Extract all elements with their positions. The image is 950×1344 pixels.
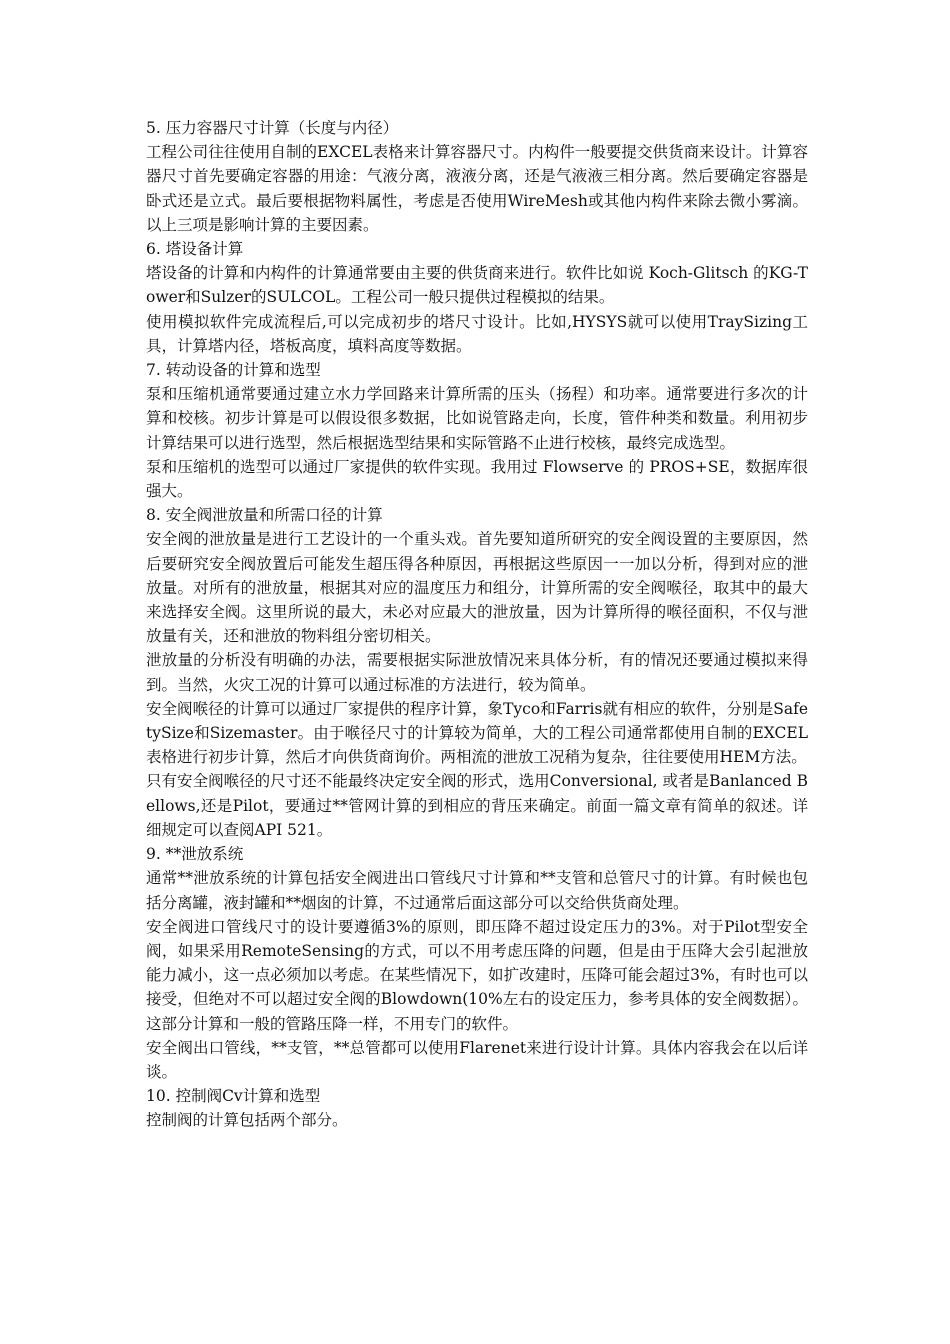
section-heading-8: 8. 安全阀泄放量和所需口径的计算 (146, 506, 383, 525)
paragraph: 安全阀的泄放量是进行工艺设计的一个重头戏。首先要知道所研究的安全阀设置的主要原因，然后要研究安全阀放置后可能发生超压得各种原因，再根据这些原因一一加以分析，得到对应的泄放量。对所有的泄放量，根据其对应的温度压力和组分，计算所需的安全阀喉径，取其中的最大来选择安全阀。这里所说的最大，未必对应最大的泄放量，因为计算所得的喉径面积，不仅与泄放量有关，还和泄放的物料组分密切相关。 (146, 530, 808, 646)
paragraph: 控制阀的计算包括两个部分。 (146, 1111, 348, 1130)
paragraph: 安全阀出口管线，**支管，**总管都可以使用Flarenet来进行设计计算。具体内容我会在以后详谈。 (146, 1038, 808, 1081)
paragraph: 泵和压缩机通常要通过建立水力学回路来计算所需的压头（扬程）和功率。通常要进行多次的计算和校核。初步计算是可以假设很多数据，比如说管路走向，长度，管件种类和数量。利用初步计算结果可以进行选型，然后根据选型结果和实际管路不止进行校核，最终完成选型。 (146, 385, 808, 452)
paragraph: 通常**泄放系统的计算包括安全阀进出口管线尺寸计算和**支管和总管尺寸的计算。有时候也包括分离罐，液封罐和**烟囱的计算，不过通常后面这部分可以交给供货商处理。 (146, 869, 808, 912)
paragraph: 只有安全阀喉径的尺寸还不能最终决定安全阀的形式，选用Conversional, 或者是Banlanced Bellows,还是Pilot，要通过**管网计算的到相应的背压来确定。前面一篇文章有简单的叙述。详细规定可以查阅API 521。 (146, 772, 808, 839)
section-heading-10: 10. 控制阀Cv计算和选型 (146, 1087, 321, 1106)
paragraph: 安全阀进口管线尺寸的设计要遵循3%的原则，即压降不超过设定压力的3%。对于Pilot型安全阀，如果采用RemoteSensing的方式，可以不用考虑压降的问题，但是由于压降大会引起泄放能力减小，这一点必须加以考虑。在某些情况下，如扩改建时，压降可能会超过3%，有时也可以接受，但绝对不可以超过安全阀的Blowdown(10%左右的设定压力，参考具体的安全阀数据）。这部分计算和一般的管路压降一样，不用专门的软件。 (146, 917, 808, 1033)
section-heading-6: 6. 塔设备计算 (146, 240, 244, 259)
paragraph: 使用模拟软件完成流程后,可以完成初步的塔尺寸设计。比如,HYSYS就可以使用TraySizing工具，计算塔内径，塔板高度，填料高度等数据。 (146, 312, 808, 355)
section-heading-5: 5. 压力容器尺寸计算（长度与内径） (146, 119, 399, 137)
paragraph: 泵和压缩机的选型可以通过厂家提供的软件实现。我用过 Flowserve 的 PROS+SE，数据库很强大。 (146, 457, 808, 501)
document-body (146, 116, 808, 1133)
paragraph: 塔设备的计算和内构件的计算通常要由主要的供货商来进行。软件比如说 Koch-Glitsch 的KG-Tower和Sulzer的SULCOL。工程公司一般只提供过程模拟的结果。 (146, 264, 808, 307)
paragraph: 安全阀喉径的计算可以通过厂家提供的程序计算，象Tyco和Farris就有相应的软件，分别是SafetySize和Sizemaster。由于喉径尺寸的计算较为简单，大的工程公司通常都使用自制的EXCEL表格进行初步计算，然后才向供货商询价。两相流的泄放工况稍为复杂，往往要使用HEM方法。 (146, 699, 808, 767)
section-heading-7: 7. 转动设备的计算和选型 (146, 361, 321, 380)
section-heading-9: 9. **泄放系统 (146, 845, 244, 864)
paragraph: 泄放量的分析没有明确的办法，需要根据实际泄放情况来具体分析，有的情况还要通过模拟来得到。当然，火灾工况的计算可以通过标准的方法进行，较为简单。 (146, 651, 808, 694)
paragraph: 工程公司往往使用自制的EXCEL表格来计算容器尺寸。内构件一般要提交供货商来设计。计算容器尺寸首先要确定容器的用途：气液分离，液液分离，还是气液液三相分离。然后要确定容器是卧式还是立式。最后要根据物料属性，考虑是否使用WireMesh或其他内构件来除去微小雾滴。以上三项是影响计算的主要因素。 (146, 143, 808, 234)
